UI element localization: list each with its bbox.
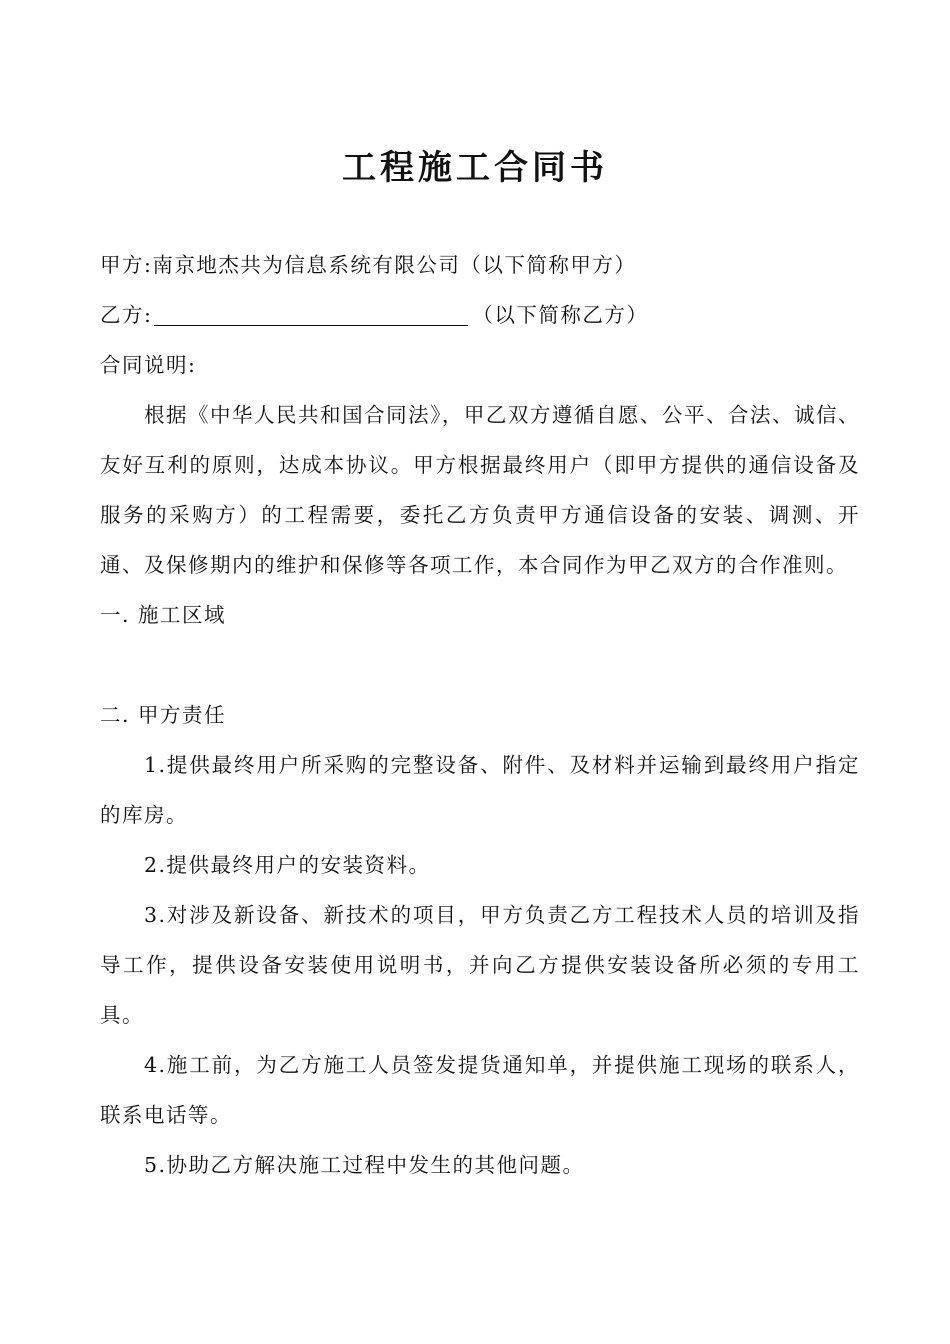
section-1-heading: 一. 施工区域 xyxy=(100,603,227,627)
section-2-item-1: 1.提供最终用户所采购的完整设备、附件、及材料并运输到最终用户指定的库房。 xyxy=(100,753,860,827)
section-2-item-2: 2.提供最终用户的安装资料。 xyxy=(144,853,431,877)
party-b-suffix: （以下简称乙方） xyxy=(472,303,649,327)
party-b-line xyxy=(100,290,860,340)
document-title: 工程施工合同书 xyxy=(342,148,608,188)
contract-note-heading: 合同说明: xyxy=(100,353,197,377)
party-a-value: 南京地杰共为信息系统有限公司（以下简称甲方） xyxy=(152,253,637,277)
party-a-line xyxy=(100,240,860,290)
section-2-heading: 二. 甲方责任 xyxy=(100,703,227,727)
section-1-blank xyxy=(100,640,860,690)
contract-note-body: 根据《中华人民共和国合同法》，甲乙双方遵循自愿、公平、合法、诚信、友好互利的原则，达成本协议。甲方根据最终用户（即甲方提供的通信设备及服务的采购方）的工程需要，委托乙方负责甲方通信设备的安装、调测、开通、及保修期内的维护和保修等各项工作，本合同作为甲乙双方的合作准则。 xyxy=(100,403,860,577)
party-b-label: 乙方: xyxy=(100,303,153,327)
party-b-blank-field[interactable] xyxy=(154,303,468,326)
document-body xyxy=(100,240,860,1190)
section-2-item-5: 5.协助乙方解决施工过程中发生的其他问题。 xyxy=(144,1153,585,1177)
party-a-label: 甲方: xyxy=(100,253,153,277)
section-2-item-4: 4.施工前，为乙方施工人员签发提货通知单，并提供施工现场的联系人，联系电话等。 xyxy=(100,1053,860,1127)
section-2-item-3: 3.对涉及新设备、新技术的项目，甲方负责乙方工程技术人员的培训及指导工作，提供设备安装使用说明书，并向乙方提供安装设备所必须的专用工具。 xyxy=(100,903,860,1027)
